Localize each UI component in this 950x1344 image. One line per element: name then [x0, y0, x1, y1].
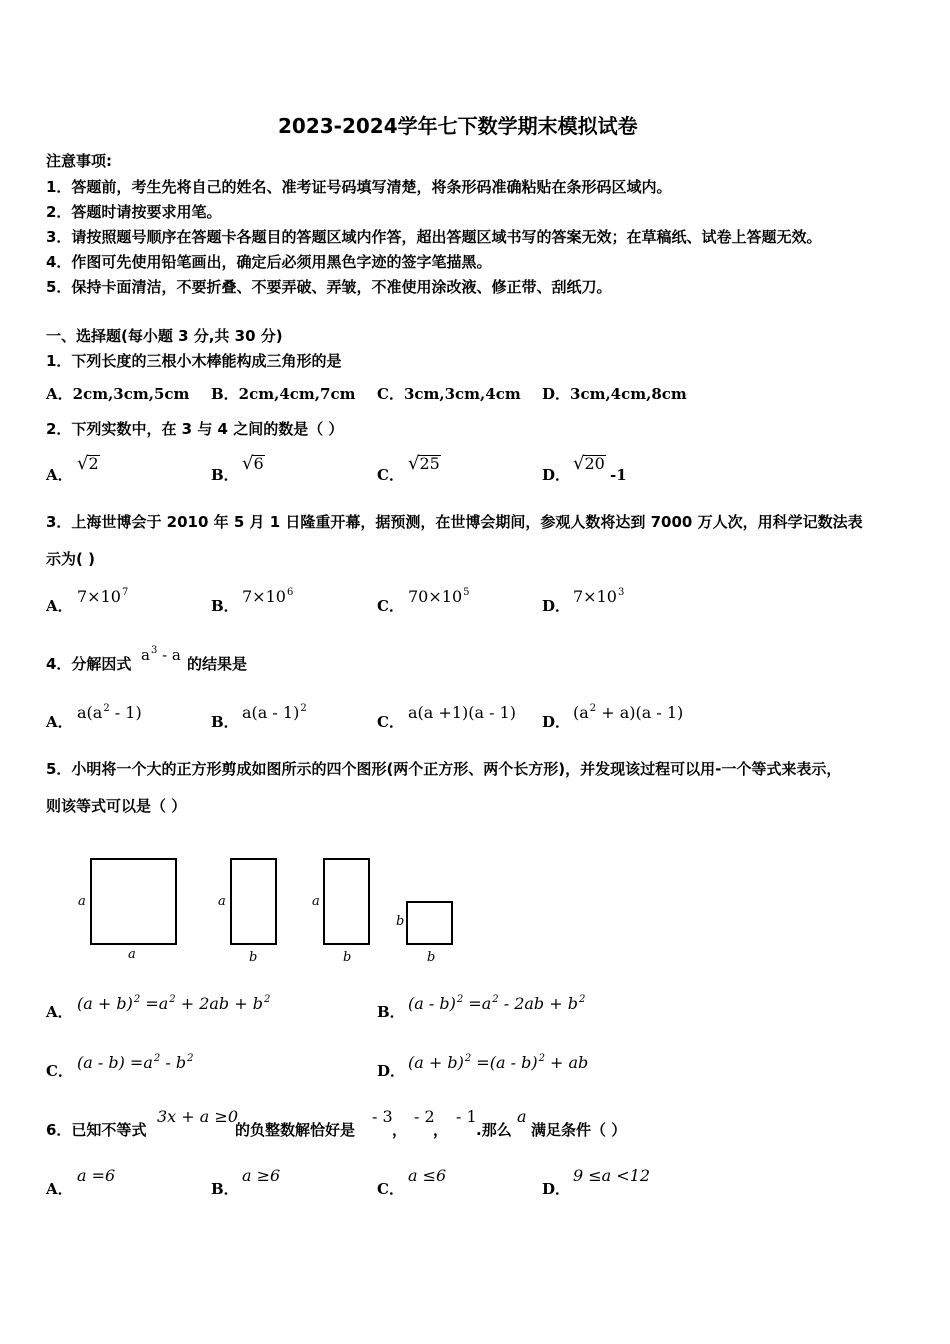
section-heading: 一、选择题(每小题 3 分,共 30 分)	[46, 327, 283, 345]
rectangle-a-b-2	[324, 859, 369, 944]
small-square-b	[407, 902, 452, 944]
q6-comma-1: ，	[392, 1121, 408, 1139]
q3-expr-a: $7\times 10^7$	[77, 587, 129, 606]
q6-option-c: a ≤6	[408, 1166, 447, 1185]
q3-stem-line2: 示为( )	[46, 550, 95, 568]
q2-label-a: A．	[46, 466, 73, 484]
fig-label-b-left: b	[396, 914, 405, 929]
q6-option-d: 9 ≤a <12	[573, 1166, 651, 1185]
q1-option-b: B．2cm,4cm,7cm	[211, 385, 356, 403]
q1-option-c: C．3cm,3cm,4cm	[377, 385, 521, 403]
q6-comma-2: ，	[433, 1121, 449, 1139]
q1-option-d: D．3cm,4cm,8cm	[542, 385, 687, 403]
q5-stem-line1: 5．小明将一个大的正方形剪成如图所示的四个图形(两个正方形、两个长方形)，并发现该过程可以用-一个等式来表示，	[46, 760, 842, 778]
q1-option-a: A．2cm,3cm,5cm	[46, 385, 190, 403]
q2-d-suffix: -1	[610, 466, 627, 484]
q3-label-b: B．	[211, 597, 239, 615]
q3-expr-c: $70\times 10^5$	[408, 587, 470, 606]
q6-label-d: D．	[542, 1180, 571, 1198]
q3-expr-d: $7\times 10^3$	[573, 587, 625, 606]
q4-label-c: C．	[377, 713, 404, 731]
q4-label-a: A．	[46, 713, 73, 731]
fig-label-a-left-3: a	[312, 894, 320, 909]
q4-label-d: D．	[542, 713, 571, 731]
q5-expr-c: $(a - b) =a^2 - b^2$	[77, 1053, 194, 1072]
q6-value-2: - 2	[414, 1107, 435, 1126]
q6-variable: a	[517, 1107, 527, 1126]
fig-label-b-bottom-1: b	[249, 950, 258, 965]
q2-label-c: C．	[377, 466, 404, 484]
q5-expr-a: $(a + b)^2 =a^2 + 2ab + b^2$	[77, 994, 271, 1013]
q3-stem-line1: 3．上海世博会于 2010 年 5 月 1 日隆重开幕，据预测，在世博会期间，参观人数将达到 7000 万人次，用科学记数法表	[46, 513, 863, 531]
fig-label-b-bottom-2: b	[343, 950, 352, 965]
q2-expr-d: √20	[573, 453, 605, 474]
q6-option-a: a =6	[77, 1166, 116, 1185]
q2-expr-c: √25	[408, 453, 440, 474]
fig-label-a-left-1: a	[78, 894, 86, 909]
q5-expr-b: $(a - b)^2 =a^2 - 2ab + b^2$	[408, 994, 586, 1013]
q4-expr-c: a(a +1)(a - 1)	[408, 703, 517, 722]
notice-item-5: 5．保持卡面清洁，不要折叠、不要弄破、弄皱，不准使用涂改液、修正带、刮纸刀。	[46, 278, 612, 296]
notice-item-4: 4．作图可先使用铅笔画出，确定后必须用黑色字迹的签字笔描黑。	[46, 253, 492, 271]
q6-stem-pre: 6．已知不等式	[46, 1121, 147, 1139]
q1-stem: 1．下列长度的三根小木棒能构成三角形的是	[46, 352, 342, 370]
fig-label-b-bottom-3: b	[427, 950, 436, 965]
q5-expr-d: $(a + b)^2 =(a - b)^2$ + ab	[408, 1053, 589, 1072]
q4-expr-b: a(a - 1)$^2$	[242, 703, 307, 722]
q4-expr-d: $(a^2 + a)(a - 1)$	[573, 703, 684, 722]
q4-label-b: B．	[211, 713, 239, 731]
page-title: 2023-2024学年七下数学期末模拟试卷	[278, 114, 638, 138]
q3-label-d: D．	[542, 597, 571, 615]
q4-stem-post: 的结果是	[187, 655, 248, 673]
q6-option-b: a ≥6	[242, 1166, 281, 1185]
q5-stem-line2: 则该等式可以是（ ）	[46, 797, 187, 815]
notice-item-3: 3．请按照题号顺序在答题卡各题目的答题区域内作答，超出答题区域书写的答案无效；在草稿纸、试卷上答题无效。	[46, 228, 822, 246]
q6-label-b: B．	[211, 1180, 239, 1198]
q5-label-d: D．	[377, 1062, 406, 1080]
q2-expr-b: √6	[242, 453, 264, 474]
q6-stem-end: 满足条件（ ）	[531, 1121, 627, 1139]
notice-item-2: 2．答题时请按要求用笔。	[46, 203, 222, 221]
q3-label-a: A．	[46, 597, 73, 615]
q3-expr-b: $7\times 10^6$	[242, 587, 294, 606]
q5-label-a: A．	[46, 1003, 73, 1021]
q6-label-a: A．	[46, 1180, 73, 1198]
q6-value-1: - 3	[372, 1107, 393, 1126]
q4-stem-pre: 4．分解因式	[46, 655, 132, 673]
q2-expr-a: √2	[77, 453, 99, 474]
fig-label-a-bottom: a	[128, 947, 136, 962]
q5-label-c: C．	[46, 1062, 73, 1080]
fig-label-a-left-2: a	[218, 894, 226, 909]
large-square-a	[91, 859, 176, 944]
q2-label-d: D．	[542, 466, 571, 484]
q6-label-c: C．	[377, 1180, 404, 1198]
q4-expr-a: $a(a^2 - 1)$	[77, 703, 142, 722]
q2-label-b: B．	[211, 466, 239, 484]
q5-label-b: B．	[377, 1003, 405, 1021]
q2-stem: 2．下列实数中，在 3 与 4 之间的数是（ ）	[46, 420, 344, 438]
rectangle-a-b-1	[231, 859, 276, 944]
notice-heading: 注意事项:	[46, 152, 112, 170]
notice-item-1: 1．答题前，考生先将自己的姓名、准考证号码填写清楚，将条形码准确粘贴在条形码区域内。	[46, 178, 672, 196]
q6-value-3: - 1	[456, 1107, 477, 1126]
q6-inequality: 3x + a ≥0	[157, 1107, 238, 1126]
q6-stem-mid: 的负整数解恰好是	[235, 1121, 356, 1139]
q6-stem-post: .那么	[476, 1121, 512, 1139]
q4-expression: $a^3$ - a	[141, 645, 181, 664]
q3-label-c: C．	[377, 597, 404, 615]
